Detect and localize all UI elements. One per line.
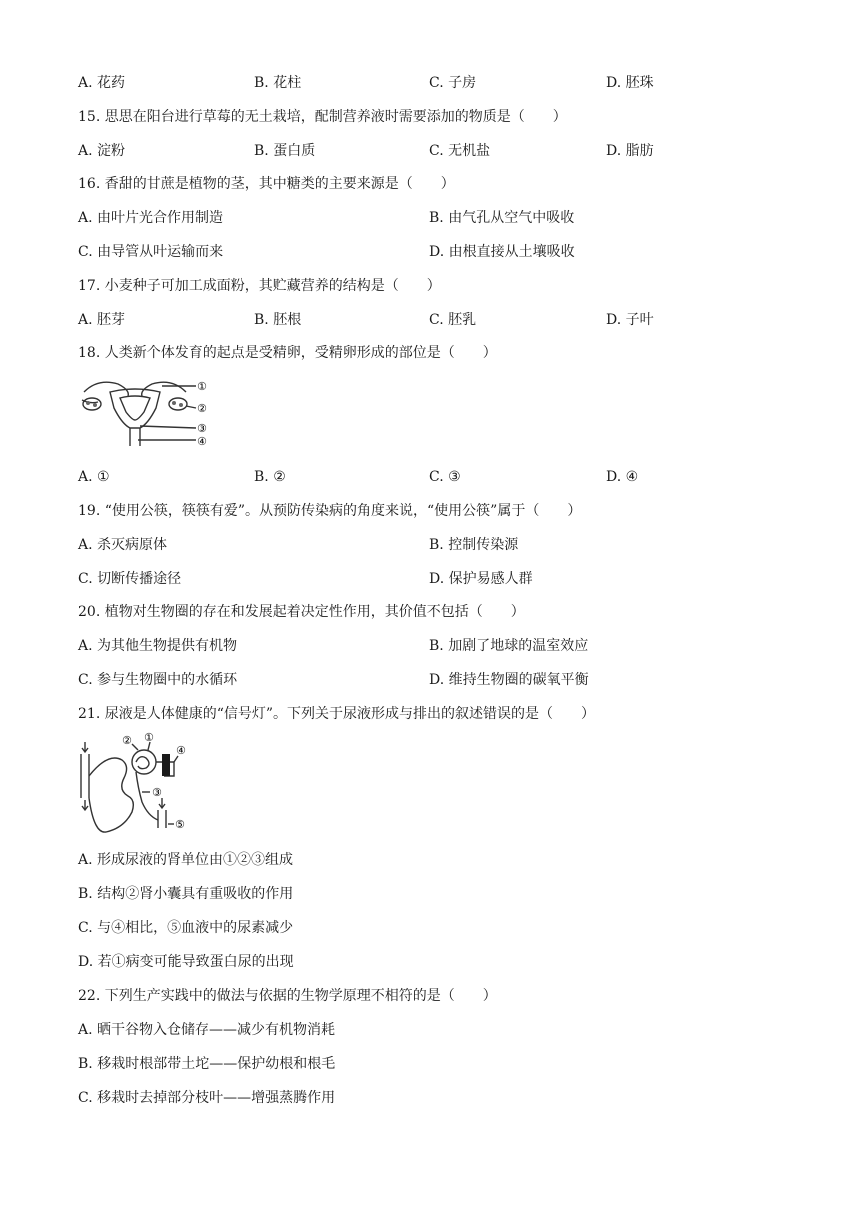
q15-option-d: D. 脂肪 bbox=[606, 143, 654, 159]
q14-option-b: B. 花柱 bbox=[254, 75, 302, 91]
q21-figure-label-5: ⑤ bbox=[175, 818, 185, 831]
q18-figure-label-4: ④ bbox=[197, 435, 207, 448]
q18-stem: 18. 人类新个体发育的起点是受精卵，受精卵形成的部位是（ ） bbox=[78, 345, 497, 361]
q22-option-c: C. 移栽时去掉部分枝叶——增强蒸腾作用 bbox=[78, 1090, 336, 1106]
q17-stem: 17. 小麦种子可加工成面粉，其贮藏营养的结构是（ ） bbox=[78, 278, 441, 294]
nephron-diagram bbox=[78, 732, 190, 838]
q18-figure-label-2: ② bbox=[197, 402, 207, 415]
q21-figure-label-3: ③ bbox=[152, 786, 162, 799]
q16-option-a: A. 由叶片光合作用制造 bbox=[78, 210, 224, 226]
q14-option-c: C. 子房 bbox=[429, 75, 477, 91]
q19-option-d: D. 保护易感人群 bbox=[429, 571, 533, 587]
q17-option-c: C. 胚乳 bbox=[429, 312, 477, 328]
q16-option-d: D. 由根直接从土壤吸收 bbox=[429, 244, 575, 260]
q18-option-a: A. ① bbox=[78, 469, 110, 485]
q17-option-b: B. 胚根 bbox=[254, 312, 302, 328]
q20-option-d: D. 维持生物圈的碳氧平衡 bbox=[429, 672, 589, 688]
q21-option-c: C. 与④相比，⑤血液中的尿素减少 bbox=[78, 920, 294, 936]
q16-option-c: C. 由导管从叶运输而来 bbox=[78, 244, 224, 260]
q17-option-a: A. 胚芽 bbox=[78, 312, 126, 328]
q21-option-b: B. 结构②肾小囊具有重吸收的作用 bbox=[78, 886, 294, 902]
q16-stem: 16. 香甜的甘蔗是植物的茎，其中糖类的主要来源是（ ） bbox=[78, 176, 455, 192]
q18-option-b: B. ② bbox=[254, 469, 286, 485]
q19-option-a: A. 杀灭病原体 bbox=[78, 537, 168, 553]
q15-option-b: B. 蛋白质 bbox=[254, 143, 316, 159]
q20-option-a: A. 为其他生物提供有机物 bbox=[78, 638, 238, 654]
q14-option-a: A. 花药 bbox=[78, 75, 126, 91]
q16-option-b: B. 由气孔从空气中吸收 bbox=[429, 210, 575, 226]
q21-figure-label-1: ① bbox=[144, 732, 154, 744]
q19-option-b: B. 控制传染源 bbox=[429, 537, 519, 553]
q19-stem: 19. “使用公筷，筷筷有爱”。从预防传染病的角度来说，“使用公筷”属于（ ） bbox=[78, 503, 582, 519]
q20-stem: 20. 植物对生物圈的存在和发展起着决定性作用，其价值不包括（ ） bbox=[78, 604, 525, 620]
q18-option-d: D. ④ bbox=[606, 469, 639, 485]
q15-option-a: A. 淀粉 bbox=[78, 143, 126, 159]
q21-figure-label-4: ④ bbox=[176, 744, 186, 757]
q18-option-c: C. ③ bbox=[429, 469, 461, 485]
q22-option-a: A. 晒干谷物入仓储存——减少有机物消耗 bbox=[78, 1022, 336, 1038]
q21-stem: 21. 尿液是人体健康的“信号灯”。下列关于尿液形成与排出的叙述错误的是（ ） bbox=[78, 706, 596, 722]
female-reproductive-system-diagram bbox=[78, 374, 218, 454]
q21-option-a: A. 形成尿液的肾单位由①②③组成 bbox=[78, 852, 294, 868]
q18-figure-label-1: ① bbox=[197, 380, 207, 393]
q19-option-c: C. 切断传播途径 bbox=[78, 571, 182, 587]
q20-option-b: B. 加剧了地球的温室效应 bbox=[429, 638, 589, 654]
q14-option-d: D. 胚珠 bbox=[606, 75, 654, 91]
q17-option-d: D. 子叶 bbox=[606, 312, 654, 328]
q21-figure-label-2: ② bbox=[122, 734, 132, 747]
q18-figure-label-3: ③ bbox=[197, 422, 207, 435]
q20-option-c: C. 参与生物圈中的水循环 bbox=[78, 672, 238, 688]
q15-option-c: C. 无机盐 bbox=[429, 143, 491, 159]
q22-stem: 22. 下列生产实践中的做法与依据的生物学原理不相符的是（ ） bbox=[78, 988, 497, 1004]
q15-stem: 15. 思思在阳台进行草莓的无土栽培，配制营养液时需要添加的物质是（ ） bbox=[78, 109, 567, 125]
q21-option-d: D. 若①病变可能导致蛋白尿的出现 bbox=[78, 954, 294, 970]
q22-option-b: B. 移栽时根部带土坨——保护幼根和根毛 bbox=[78, 1056, 336, 1072]
